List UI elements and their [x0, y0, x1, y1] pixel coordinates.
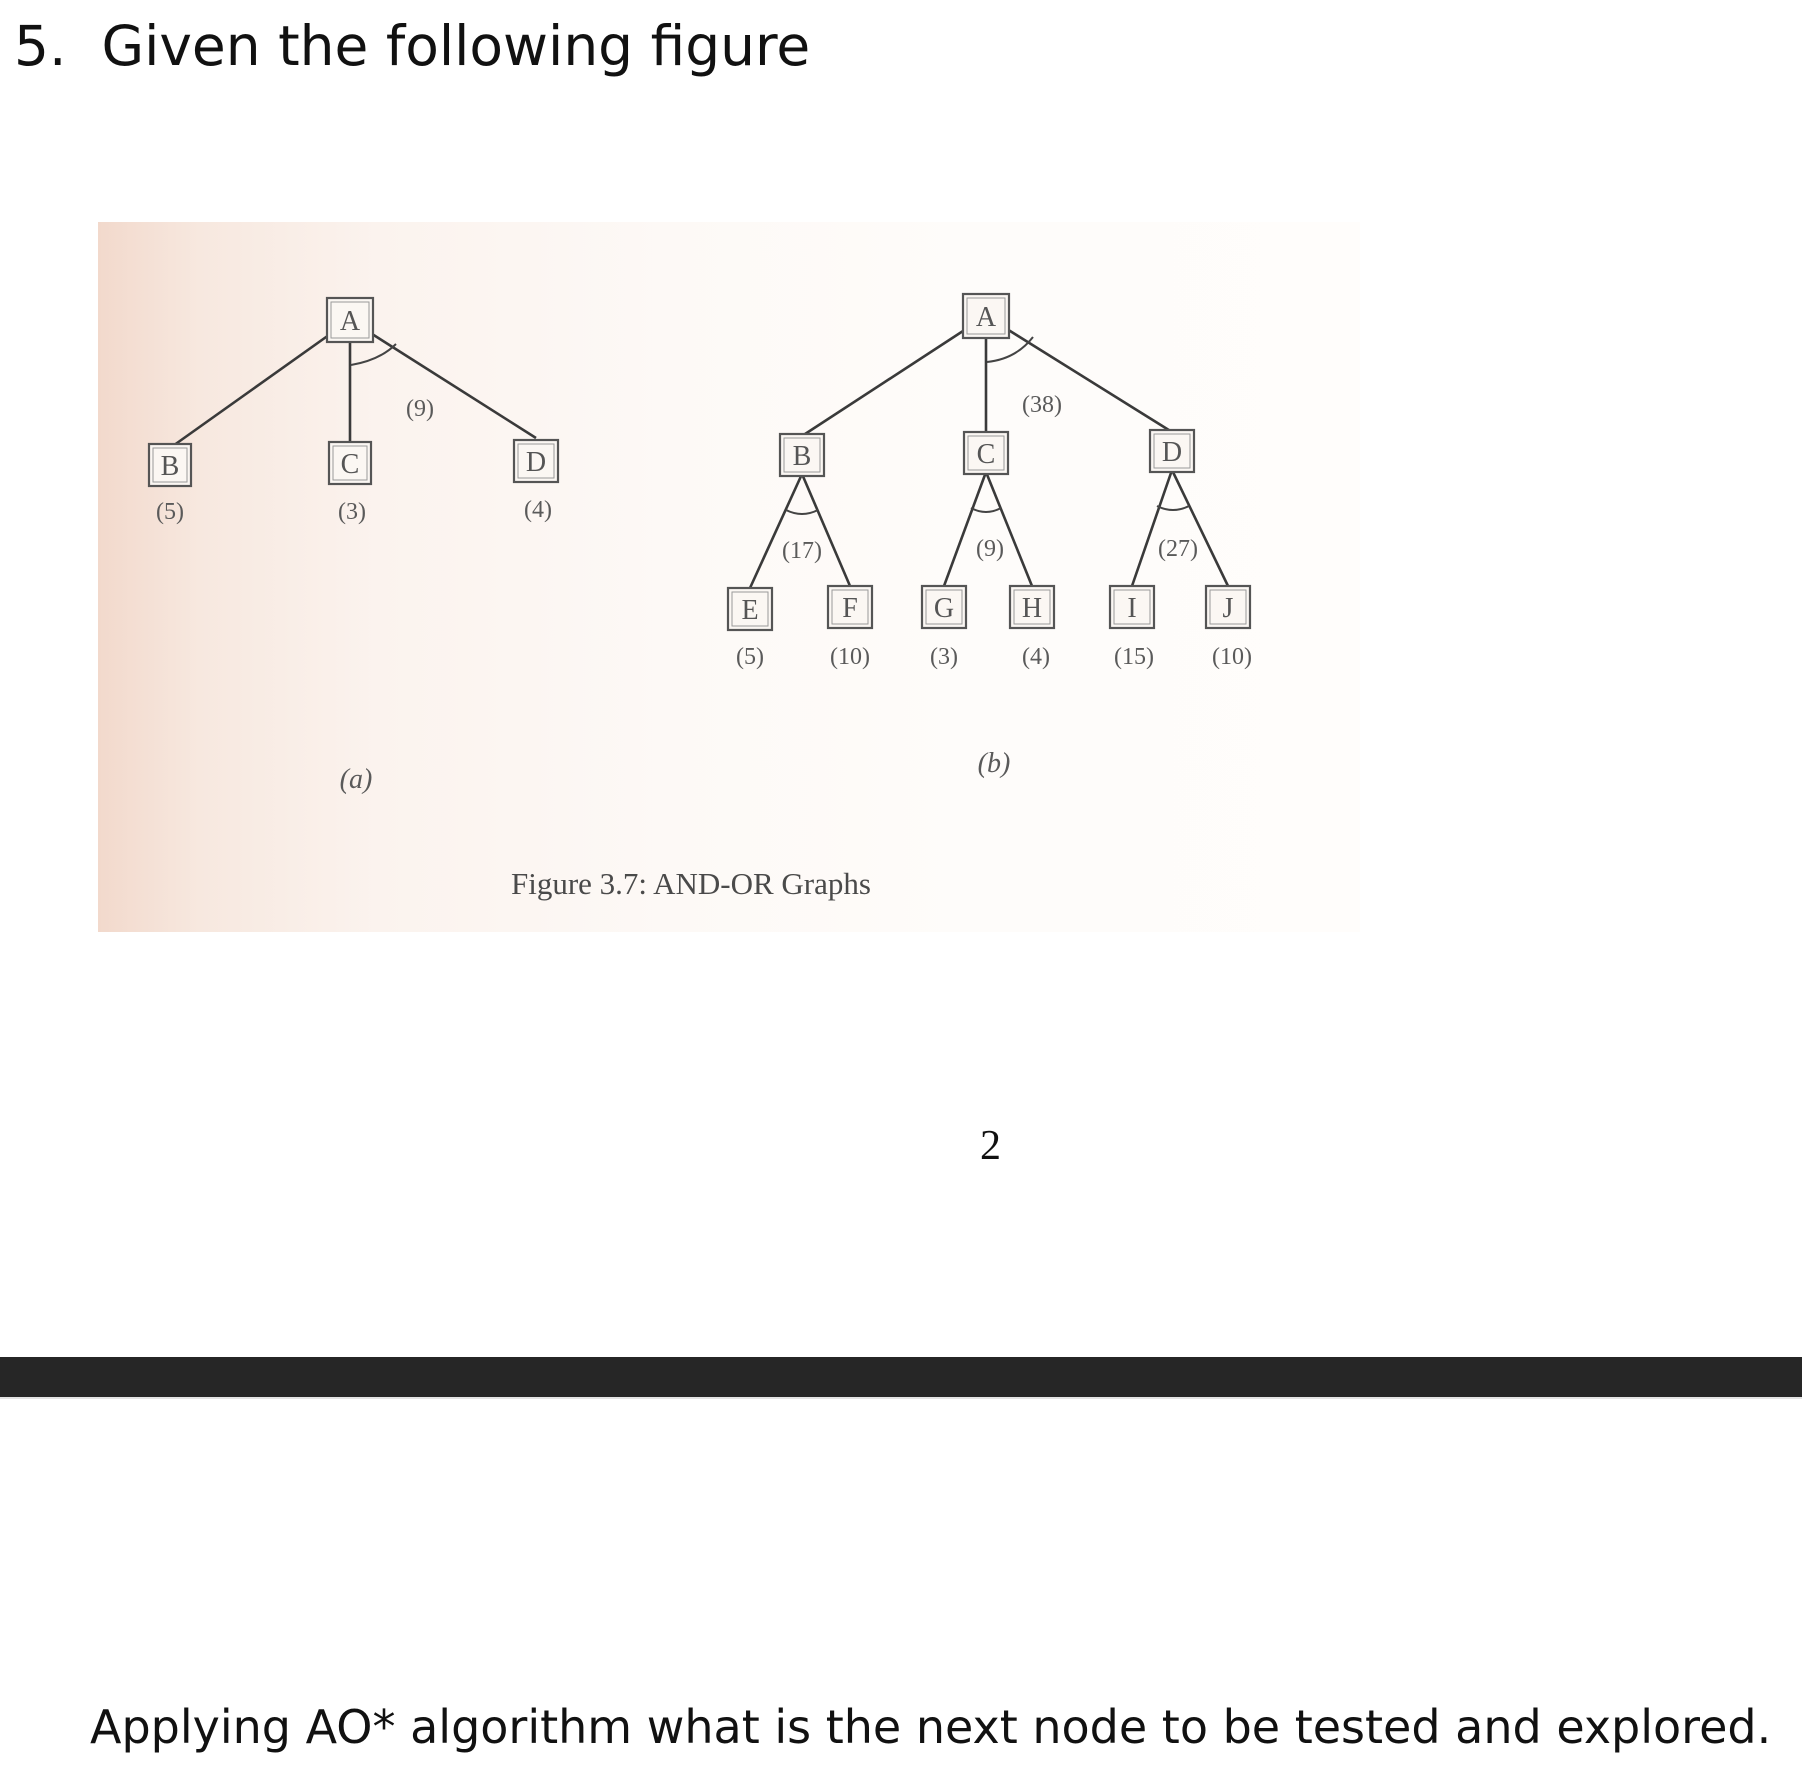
graph-b-cost-h: (4): [1022, 644, 1050, 670]
svg-text:F: F: [842, 593, 858, 624]
svg-text:E: E: [741, 595, 759, 626]
graph-b-and-cost-d: (27): [1158, 536, 1198, 562]
graph-b-node-g: [922, 586, 966, 628]
edge-b-c-h: [986, 472, 1032, 586]
svg-text:D: D: [1161, 437, 1183, 468]
svg-text:B: B: [160, 451, 180, 482]
question-text: Given the following figure: [101, 14, 811, 78]
graph-a-cost-b: (5): [156, 499, 184, 525]
graph-b-node-c: [964, 432, 1008, 474]
and-arc-b-b: [786, 510, 818, 514]
svg-text:B: B: [792, 441, 812, 472]
graph-b-sublabel: (b): [977, 748, 1011, 779]
graph-b: [728, 294, 1252, 779]
and-or-graph-svg: [98, 222, 1360, 932]
edge-b-d-i: [1132, 470, 1172, 586]
graph-b-cost-j: (10): [1212, 644, 1252, 670]
graph-b-and-cost-b: (17): [782, 538, 822, 564]
and-arc-b-c: [971, 508, 1001, 512]
svg-text:J: J: [1222, 593, 1234, 624]
edge-a-d: [350, 320, 536, 438]
graph-b-and-cost-c: (9): [976, 536, 1004, 562]
graph-a-cost-d: (4): [524, 497, 552, 523]
graph-b-node-h: [1010, 586, 1054, 628]
graph-a-node-b: [149, 444, 191, 486]
graph-b-node-e: [728, 588, 772, 630]
graph-a-and-cost: (9): [406, 396, 434, 422]
graph-a-sublabel: (a): [339, 764, 373, 795]
graph-b-cost-f: (10): [830, 644, 870, 670]
svg-text:A: A: [339, 306, 361, 337]
graph-b-node-i: [1110, 586, 1154, 628]
question-heading: [14, 14, 810, 78]
graph-b-and-cost: (38): [1022, 392, 1062, 418]
svg-text:D: D: [525, 447, 547, 478]
and-arc-b-d: [1157, 506, 1189, 510]
graph-a-node-a: [327, 298, 373, 342]
svg-text:I: I: [1127, 593, 1137, 624]
page-divider: [0, 1357, 1802, 1397]
edge-b-c-g: [944, 472, 986, 586]
graph-a-node-c: [329, 442, 371, 484]
graph-b-node-a: [963, 294, 1009, 338]
graph-b-cost-e: (5): [736, 644, 764, 670]
graph-b-node-d: [1150, 430, 1194, 472]
svg-text:A: A: [975, 302, 997, 333]
graph-b-node-f: [828, 586, 872, 628]
edge-a-b: [170, 320, 350, 448]
svg-text:C: C: [976, 439, 996, 470]
question-prompt: Applying AO* algorithm what is the next node to be tested and explored.: [90, 1700, 1772, 1754]
edge-b-d-j: [1172, 470, 1228, 586]
svg-text:H: H: [1021, 593, 1043, 624]
svg-text:G: G: [933, 593, 955, 624]
and-or-graph-figure: [98, 222, 1360, 932]
svg-text:C: C: [340, 449, 360, 480]
graph-b-cost-i: (15): [1114, 644, 1154, 670]
edge-b-a-d: [986, 316, 1172, 432]
edge-b-b-e: [750, 474, 802, 588]
graph-b-cost-g: (3): [930, 644, 958, 670]
question-number: 5.: [14, 14, 67, 78]
edge-b-a-b: [802, 316, 986, 436]
figure-caption: Figure 3.7: AND-OR Graphs: [511, 866, 871, 901]
graph-a-cost-c: (3): [338, 499, 366, 525]
page-divider-edge: [0, 1397, 1802, 1399]
graph-a: [149, 298, 558, 795]
and-arc-a: [351, 344, 396, 365]
edge-b-b-f: [802, 474, 850, 586]
graph-a-node-d: [514, 440, 558, 482]
page-number: 2: [980, 1123, 1001, 1169]
graph-b-node-j: [1206, 586, 1250, 628]
graph-b-node-b: [780, 434, 824, 476]
